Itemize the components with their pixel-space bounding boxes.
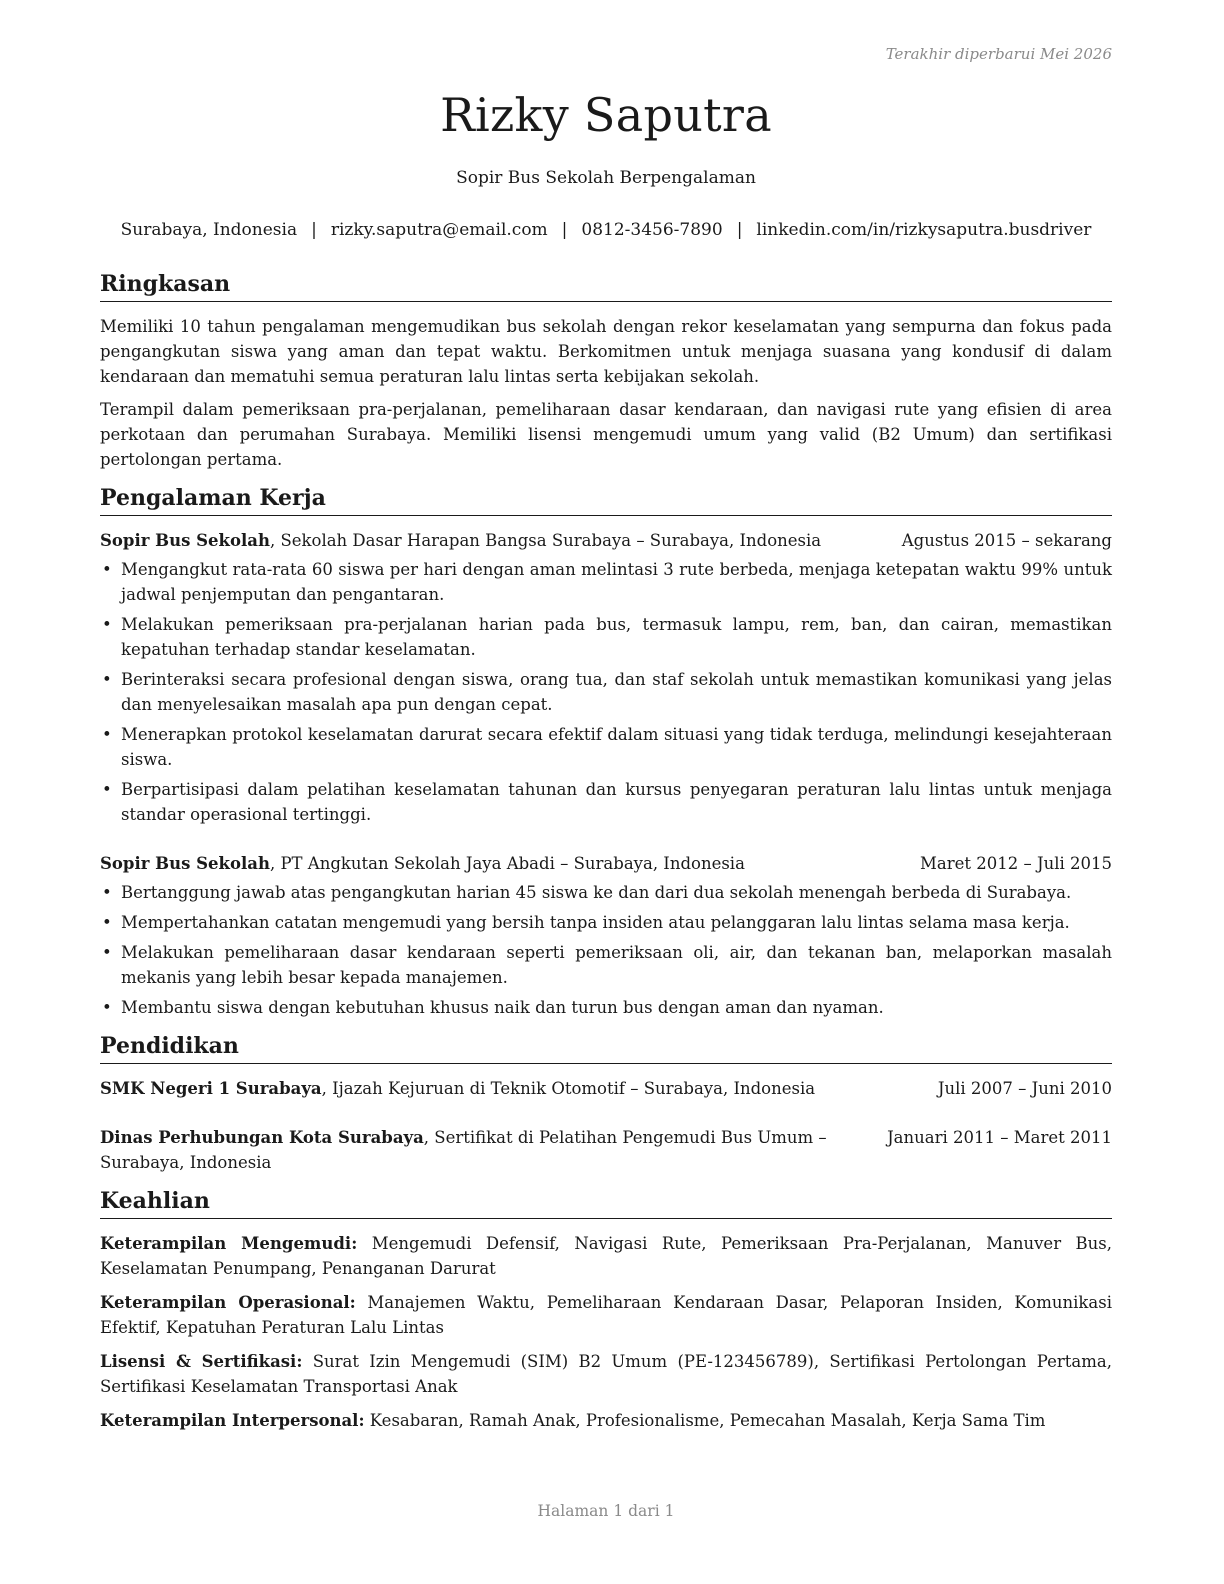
- skills-section: [100, 1185, 1112, 1433]
- contact-email[interactable]: rizky.saputra@email.com: [330, 220, 548, 240]
- education-heading: Pendidikan: [100, 1030, 1112, 1064]
- skill-value: Mengemudi Defensif, Navigasi Rute, Pemeriksaan Pra-Perjalanan, Manuver Bus, Keselamatan Penumpang, Penanganan Darurat: [100, 1234, 1112, 1278]
- skill-row: [100, 1408, 1112, 1433]
- page-footer: Halaman 1 dari 1: [537, 1502, 675, 1520]
- job-title-line: [100, 528, 821, 553]
- candidate-tagline: Sopir Bus Sekolah Berpengalaman: [456, 168, 756, 188]
- contact-separator: |: [311, 220, 317, 240]
- skill-value: Kesabaran, Ramah Anak, Profesionalisme, Pemecahan Masalah, Kerja Sama Tim: [364, 1411, 1046, 1430]
- list-item: • Melakukan pemeriksaan pra-perjalanan harian pada bus, termasuk lampu, rem, ban, dan cairan, memastikan kepatuhan terhadap standar keselamatan.: [100, 612, 1112, 662]
- job-bullets: [100, 880, 1112, 1020]
- contact-location: Surabaya, Indonesia: [120, 220, 298, 240]
- list-item: • Melakukan pemeliharaan dasar kendaraan seperti pemeriksaan oli, air, dan tekanan ban, melaporkan masalah mekanis yang lebih besar kepada manajemen.: [100, 940, 1112, 990]
- experience-section: [100, 482, 1112, 1020]
- job-header: [100, 851, 1112, 876]
- resume-page: [100, 0, 1112, 1584]
- skill-label: Lisensi & Sertifikasi:: [100, 1352, 303, 1371]
- experience-heading: Pengalaman Kerja: [100, 482, 1112, 516]
- list-item: • Menerapkan protokol keselamatan darurat secara efektif dalam situasi yang tidak terduga, melindungi kesejahteraan siswa.: [100, 722, 1112, 772]
- list-item: • Membantu siswa dengan kebutuhan khusus naik dan turun bus dengan aman dan nyaman.: [100, 995, 1112, 1020]
- contact-phone: 0812-3456-7890: [581, 220, 723, 240]
- contact-separator: |: [736, 220, 743, 240]
- contact-linkedin[interactable]: linkedin.com/in/rizkysaputra.busdriver: [756, 220, 1092, 240]
- education-dates: Juli 2007 – Juni 2010: [937, 1079, 1112, 1098]
- job-title-line: [100, 851, 745, 876]
- skill-row: [100, 1349, 1112, 1399]
- education-location: Surabaya, Indonesia: [100, 1153, 272, 1172]
- skill-value: Surat Izin Mengemudi (SIM) B2 Umum (PE-123456789), Sertifikasi Pertolongan Pertama, Sertifikasi Keselamatan Transportasi Anak: [100, 1352, 1112, 1396]
- skill-row: [100, 1290, 1112, 1340]
- education-entry: [100, 1125, 1112, 1175]
- education-detail: , Ijazah Kejuruan di Teknik Otomotif – Surabaya, Indonesia: [321, 1079, 816, 1098]
- contact-separator: |: [561, 220, 568, 240]
- last-updated-note: Terakhir diperbarui Mei 2026: [885, 45, 1112, 63]
- skill-row: [100, 1231, 1112, 1281]
- education-institution: Dinas Perhubungan Kota Surabaya: [100, 1128, 424, 1147]
- summary-paragraph: Memiliki 10 tahun pengalaman mengemudikan bus sekolah dengan rekor keselamatan yang sempurna dan fokus pada pengangkutan siswa yang aman dan tepat waktu. Berkomitmen untuk menjaga suasana yang kondusif di dalam kendaraan dan mematuhi semua peraturan lalu lintas serta kebijakan sekolah.: [100, 317, 1112, 386]
- skill-label: Keterampilan Interpersonal:: [100, 1411, 365, 1430]
- job-dates: Maret 2012 – Juli 2015: [919, 854, 1112, 873]
- education-dates: Januari 2011 – Maret 2011: [887, 1128, 1112, 1147]
- list-item: • Berinteraksi secara profesional dengan siswa, orang tua, dan staf sekolah untuk memastikan komunikasi yang jelas dan menyelesaikan masalah apa pun dengan cepat.: [100, 667, 1112, 717]
- job-role: Sopir Bus Sekolah: [100, 854, 270, 873]
- job-bullets: [100, 557, 1112, 827]
- skills-heading: Keahlian: [100, 1185, 1112, 1219]
- summary-paragraph: Terampil dalam pemeriksaan pra-perjalanan, pemeliharaan dasar kendaraan, dan navigasi rute yang efisien di area perkotaan dan perumahan Surabaya. Memiliki lisensi mengemudi umum yang valid (B2 Umum) dan sertifikasi pertolongan pertama.: [100, 400, 1112, 469]
- job-role: Sopir Bus Sekolah: [100, 531, 270, 550]
- list-item: • Bertanggung jawab atas pengangkutan harian 45 siswa ke dan dari dua sekolah menengah berbeda di Surabaya.: [100, 880, 1112, 905]
- education-entry: [100, 1076, 1112, 1101]
- job-dates: Agustus 2015 – sekarang: [901, 531, 1112, 550]
- education-title-line: [100, 1125, 827, 1150]
- job-entry: [100, 851, 1112, 1020]
- list-item: • Mengangkut rata-rata 60 siswa per hari dengan aman melintasi 3 rute berbeda, menjaga ketepatan waktu 99% untuk jadwal penjemputan dan pengantaran.: [100, 557, 1112, 607]
- job-entry: [100, 528, 1112, 827]
- education-institution: SMK Negeri 1 Surabaya: [100, 1079, 322, 1098]
- education-section: [100, 1030, 1112, 1175]
- summary-section: [100, 268, 1112, 472]
- job-employer: , PT Angkutan Sekolah Jaya Abadi – Surabaya, Indonesia: [269, 854, 745, 873]
- resume-content: [100, 268, 1112, 1433]
- education-header: [100, 1125, 1112, 1150]
- contact-line: [100, 220, 1112, 240]
- job-header: [100, 528, 1112, 553]
- skill-label: Keterampilan Operasional:: [100, 1293, 356, 1312]
- list-item: • Berpartisipasi dalam pelatihan keselamatan tahunan dan kursus penyegaran peraturan lalu lintas untuk menjaga standar operasional tertinggi.: [100, 777, 1112, 827]
- education-detail: , Sertifikat di Pelatihan Pengemudi Bus Umum –: [423, 1128, 827, 1147]
- job-employer: , Sekolah Dasar Harapan Bangsa Surabaya – Surabaya, Indonesia: [269, 531, 822, 550]
- candidate-name: Rizky Saputra: [440, 88, 772, 142]
- summary-heading: Ringkasan: [100, 268, 1112, 302]
- list-item: • Mempertahankan catatan mengemudi yang bersih tanpa insiden atau pelanggaran lalu lintas selama masa kerja.: [100, 910, 1112, 935]
- education-title-line: [100, 1076, 815, 1101]
- skill-value: Manajemen Waktu, Pemeliharaan Kendaraan Dasar, Pelaporan Insiden, Komunikasi Efektif, Kepatuhan Peraturan Lalu Lintas: [100, 1293, 1112, 1337]
- skill-label: Keterampilan Mengemudi:: [100, 1234, 358, 1253]
